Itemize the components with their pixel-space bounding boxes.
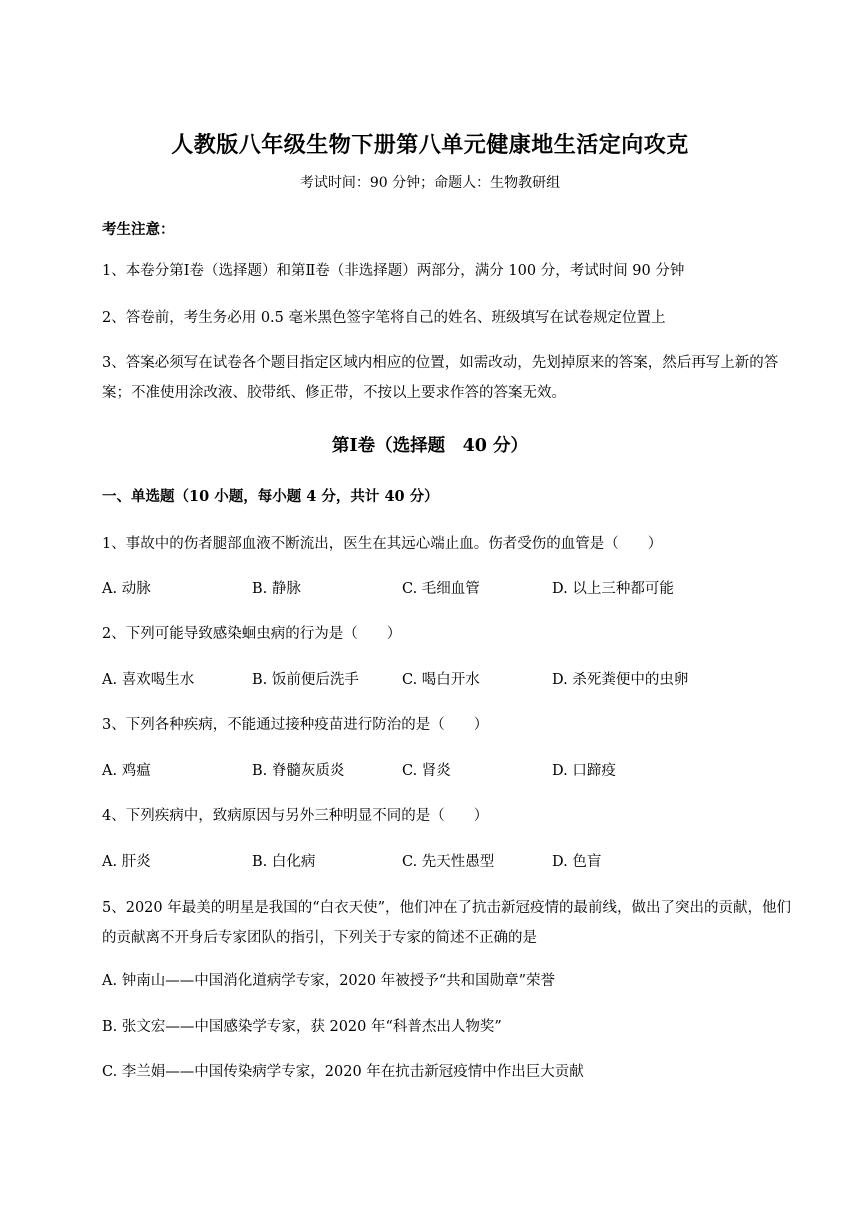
- exam-info: 考试时间：90 分钟；命题人：生物教研组: [299, 175, 561, 191]
- option-c: C. 毛细血管: [402, 581, 480, 597]
- section-title: 第Ⅰ卷（选择题 40 分）: [331, 436, 529, 456]
- question-options: [102, 574, 802, 604]
- option-b: B. 脊髓灰质炎: [252, 763, 345, 779]
- option-a: A. 喜欢喝生水: [102, 672, 195, 688]
- question-stem: 1、事故中的伤者腿部血液不断流出，医生在其远心端止血。伤者受伤的血管是（ ）: [102, 536, 663, 552]
- question-stem: 3、下列各种疾病，不能通过接种疫苗进行防治的是（ ）: [102, 717, 489, 733]
- question-stem: 4、下列疾病中，致病原因与另外三种明显不同的是（ ）: [102, 808, 489, 824]
- option-d: D. 口蹄疫: [552, 763, 616, 779]
- question-options: [102, 756, 802, 786]
- question-stem: 5、2020 年最美的明星是我国的“白衣天使”，他们冲在了抗击新冠疫情的最前线，做出了突出的贡献，他们的贡献离不开身后专家团队的指引，下列关于专家的简述不正确的是: [102, 900, 792, 946]
- option-d: D. 以上三种都可能: [552, 581, 674, 597]
- option-b: B. 白化病: [252, 854, 316, 870]
- option-a: A. 钟南山——中国消化道病学专家，2020 年被授予“共和国勋章”荣誉: [102, 973, 556, 989]
- question-options: [102, 847, 802, 877]
- question-stem: 2、下列可能导致感染蛔虫病的行为是（ ）: [102, 626, 402, 642]
- option-a: A. 鸡瘟: [102, 763, 151, 779]
- option-b: B. 静脉: [252, 581, 301, 597]
- option-a: A. 肝炎: [102, 854, 151, 870]
- option-c: C. 喝白开水: [402, 672, 480, 688]
- part-heading: 一、单选题（10 小题，每小题 4 分，共计 40 分）: [102, 488, 439, 505]
- notice-item: 3、答案必须写在试卷各个题目指定区域内相应的位置，如需改动，先划掉原来的答案，然后再写上新的答案；不准使用涂改液、胶带纸、修正带，不按以上要求作答的答案无效。: [102, 355, 779, 401]
- option-d: D. 色盲: [552, 854, 602, 870]
- notice-heading: 考生注意：: [102, 221, 175, 238]
- option-c: C. 李兰娟——中国传染病学专家，2020 年在抗击新冠疫情中作出巨大贡献: [102, 1064, 584, 1080]
- question-options: [102, 665, 802, 695]
- notice-item: 1、本卷分第Ⅰ卷（选择题）和第Ⅱ卷（非选择题）两部分，满分 100 分，考试时间 90 分钟: [102, 263, 685, 279]
- option-b: B. 饭前便后洗手: [252, 672, 359, 688]
- option-d: D. 杀死粪便中的虫卵: [552, 672, 689, 688]
- page-title: 人教版八年级生物下册第八单元健康地生活定向攻克: [171, 132, 689, 158]
- option-c: C. 先天性愚型: [402, 854, 495, 870]
- notice-item: 2、答卷前，考生务必用 0.5 毫米黑色签字笔将自己的姓名、班级填写在试卷规定位置上: [102, 310, 666, 326]
- option-c: C. 肾炎: [402, 763, 451, 779]
- option-a: A. 动脉: [102, 581, 151, 597]
- option-b: B. 张文宏——中国感染学专家，获 2020 年“科普杰出人物奖”: [102, 1019, 502, 1035]
